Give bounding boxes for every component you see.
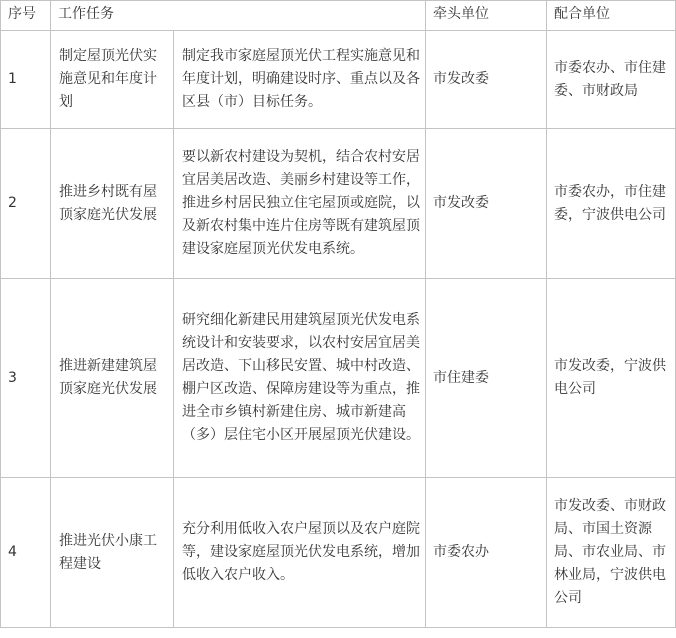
table-header-row [1,1,676,31]
cell-task: 推进乡村既有屋顶家庭光伏发展 [51,129,174,279]
table-row [1,129,676,279]
cell-desc: 制定我市家庭屋顶光伏工程实施意见和年度计划，明确建设时序、重点以及各区县（市）目标任务。 [174,31,426,129]
cell-seq: 4 [1,478,51,628]
table-row [1,279,676,478]
cell-seq: 2 [1,129,51,279]
cell-task: 推进光伏小康工程建设 [51,478,174,628]
table-row [1,31,676,129]
table-row [1,478,676,628]
cell-coop: 市发改委，宁波供电公司 [547,279,676,478]
cell-lead: 市发改委 [426,129,547,279]
cell-desc: 要以新农村建设为契机，结合农村安居宜居美居改造、美丽乡村建设等工作，推进乡村居民独立住宅屋顶或庭院，以及新农村集中连片住房等既有建筑屋顶建设家庭屋顶光伏发电系统。 [174,129,426,279]
header-lead: 牵头单位 [426,1,547,31]
cell-lead: 市发改委 [426,31,547,129]
cell-coop: 市发改委、市财政局、市国土资源局、市农业局、市林业局，宁波供电公司 [547,478,676,628]
cell-task: 制定屋顶光伏实施意见和年度计划 [51,31,174,129]
header-task: 工作任务 [51,1,426,31]
cell-seq: 1 [1,31,51,129]
cell-desc: 充分利用低收入农户屋顶以及农户庭院等，建设家庭屋顶光伏发电系统，增加低收入农户收入。 [174,478,426,628]
header-seq: 序号 [1,1,51,31]
cell-task: 推进新建建筑屋顶家庭光伏发展 [51,279,174,478]
cell-lead: 市住建委 [426,279,547,478]
header-coop: 配合单位 [547,1,676,31]
cell-coop: 市委农办、市住建委、市财政局 [547,31,676,129]
cell-lead: 市委农办 [426,478,547,628]
cell-coop: 市委农办，市住建委，宁波供电公司 [547,129,676,279]
cell-desc: 研究细化新建民用建筑屋顶光伏发电系统设计和安装要求，以农村安居宜居美居改造、下山移民安置、城中村改造、棚户区改造、保障房建设等为重点，推进全市乡镇村新建住房、城市新建高（多）层住宅小区开展屋顶光伏建设。 [174,279,426,478]
cell-seq: 3 [1,279,51,478]
